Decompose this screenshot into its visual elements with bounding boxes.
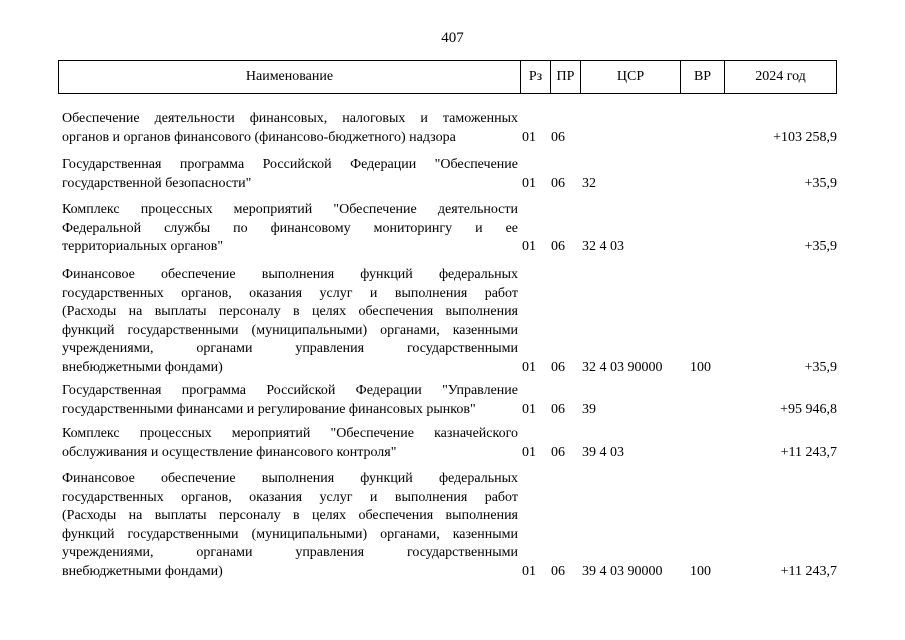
- row-name-line: внебюджетными фондами): [62, 563, 223, 579]
- header-vr: ВР: [681, 61, 725, 93]
- table-header: [58, 60, 837, 94]
- row-amount: +35,9: [804, 175, 837, 191]
- row-rz: 01: [522, 401, 536, 417]
- row-pr: 06: [551, 175, 565, 191]
- row-vr: 100: [690, 359, 711, 375]
- row-name: [62, 425, 518, 462]
- row-rz: 01: [522, 563, 536, 579]
- row-name-line: Государственная программа Российской Федерации "Управление: [62, 383, 518, 398]
- row-name-line: Государственная программа Российской Федерации "Обеспечение: [62, 157, 518, 172]
- row-pr: 06: [551, 359, 565, 375]
- row-csr: 39 4 03 90000: [582, 563, 663, 579]
- row-name-line: учреждениями, органами управления государственными: [62, 341, 518, 356]
- row-amount: +35,9: [804, 359, 837, 375]
- row-pr: 06: [551, 239, 565, 254]
- row-name-line: внебюджетными фондами): [62, 359, 223, 375]
- table-row: [0, 425, 905, 462]
- row-rz: 01: [522, 239, 536, 254]
- row-name-line: функций государственными (муниципальными) органами, казенными: [62, 322, 518, 338]
- row-pr: 06: [551, 401, 565, 417]
- table-row: [0, 156, 905, 193]
- row-name-line: Финансовое обеспечение выполнения функций федеральных: [62, 267, 518, 282]
- row-name-line: государственной безопасности": [62, 175, 252, 191]
- table-row: [0, 470, 905, 581]
- row-name-line: Финансовое обеспечение выполнения функций федеральных: [62, 471, 518, 486]
- row-name-line: территориальных органов": [62, 239, 224, 254]
- header-pr: ПР: [551, 61, 581, 93]
- header-csr: ЦСР: [581, 61, 681, 93]
- header-name: Наименование: [59, 61, 521, 93]
- row-name: [62, 201, 518, 257]
- row-name: [62, 156, 518, 193]
- row-pr: 06: [551, 563, 565, 579]
- row-name-line: органов и органов финансового (финансово-бюджетного) надзора: [62, 129, 456, 145]
- row-rz: 01: [522, 175, 536, 191]
- page-number: 407: [441, 30, 464, 46]
- row-name: [62, 382, 518, 419]
- row-name-line: (Расходы на выплаты персоналу в целях обеспечения выполнения: [62, 304, 518, 319]
- table-row: [0, 382, 905, 419]
- header-rz: Рз: [521, 61, 551, 93]
- row-rz: 01: [522, 444, 536, 460]
- table-row: [0, 201, 905, 257]
- row-csr: 32 4 03: [582, 239, 624, 254]
- row-vr: 100: [690, 563, 711, 579]
- row-csr: 39 4 03: [582, 444, 624, 460]
- header-year: 2024 год: [755, 69, 806, 84]
- row-name-line: (Расходы на выплаты персоналу в целях обеспечения выполнения: [62, 508, 518, 523]
- row-name-line: Федеральной службы по финансовому мониторингу и ее: [62, 220, 518, 236]
- row-name-line: обслуживания и осуществление финансового контроля": [62, 444, 397, 460]
- row-csr: 32 4 03 90000: [582, 359, 663, 375]
- row-name-line: Обеспечение деятельности финансовых, налоговых и таможенных: [62, 111, 518, 126]
- row-name-line: учреждениями, органами управления государственными: [62, 545, 518, 560]
- row-csr: 32: [582, 175, 596, 191]
- row-rz: 01: [522, 129, 536, 145]
- row-pr: 06: [551, 444, 565, 460]
- row-name: [62, 110, 518, 147]
- row-name: [62, 470, 518, 581]
- row-name-line: государственными финансами и регулирование финансовых рынков": [62, 401, 476, 417]
- row-rz: 01: [522, 359, 536, 375]
- row-name-line: государственных органов, оказания услуг и выполнения работ: [62, 489, 518, 505]
- table-row: [0, 266, 905, 377]
- row-name-line: Комплекс процессных мероприятий "Обеспечение деятельности: [62, 202, 518, 217]
- row-pr: 06: [551, 129, 565, 145]
- row-amount: +95 946,8: [780, 401, 837, 417]
- row-amount: +11 243,7: [780, 563, 837, 579]
- row-amount: +11 243,7: [780, 444, 837, 460]
- row-csr: 39: [582, 401, 596, 417]
- row-name-line: функций государственными (муниципальными) органами, казенными: [62, 526, 518, 542]
- row-name: [62, 266, 518, 377]
- row-name-line: государственных органов, оказания услуг и выполнения работ: [62, 285, 518, 301]
- row-amount: +35,9: [804, 239, 837, 254]
- row-amount: +103 258,9: [773, 129, 837, 145]
- row-name-line: Комплекс процессных мероприятий "Обеспечение казначейского: [62, 426, 518, 441]
- table-row: [0, 110, 905, 147]
